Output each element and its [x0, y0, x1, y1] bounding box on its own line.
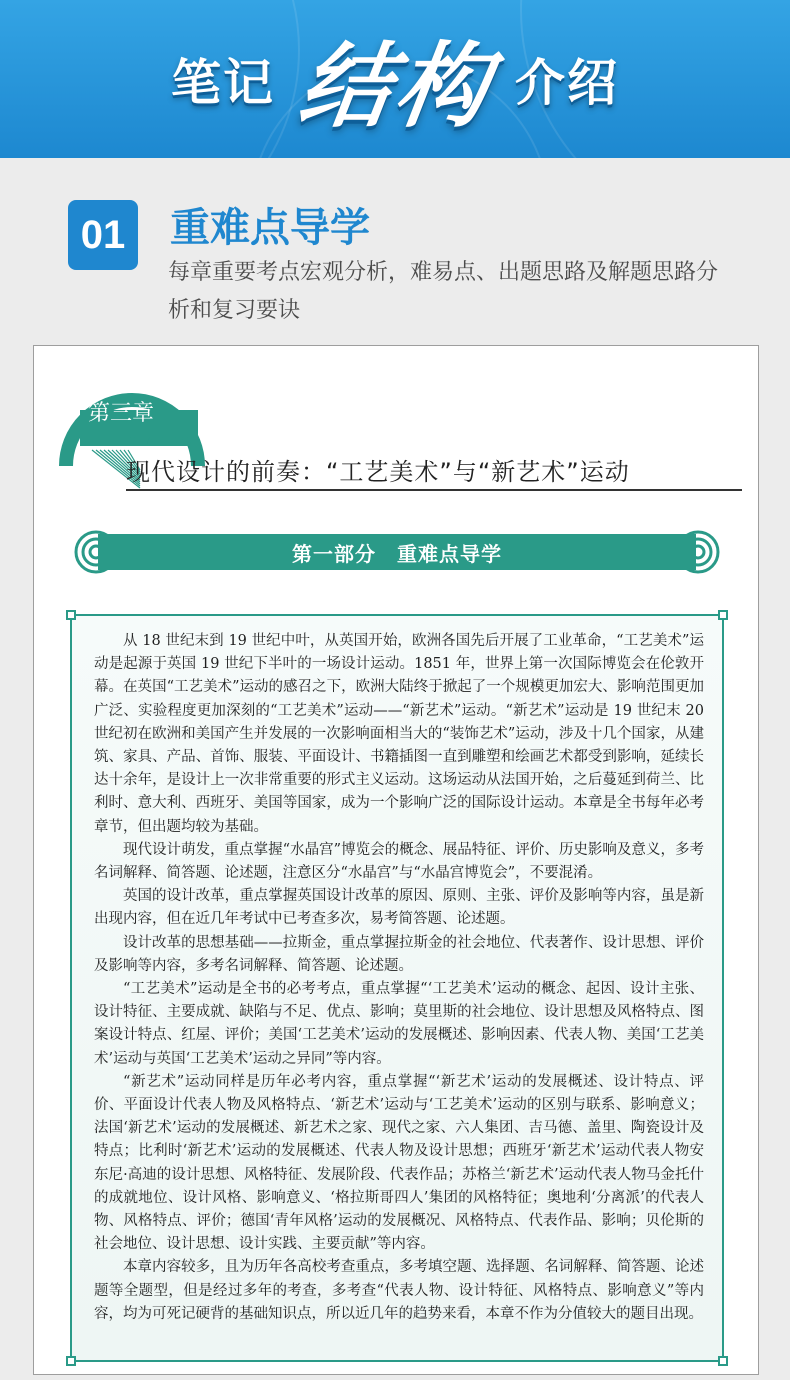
box-corner	[66, 1356, 76, 1366]
box-corner	[718, 610, 728, 620]
box-corner	[66, 610, 76, 620]
guide-body	[94, 630, 704, 1326]
section-description: 每章重要考点宏观分析，难易点、出题思路及解题思路分析和复习要诀	[168, 260, 719, 323]
paragraph: 设计改革的思想基础——拉斯金，重点掌握拉斯金的社会地位、代表著作、设计思想、评价及影响等内容，多考名词解释、简答题、论述题。	[94, 934, 704, 974]
banner-title-left: 笔记	[170, 54, 275, 112]
chapter-label: 第三章	[88, 401, 155, 426]
part-heading-bar	[74, 534, 720, 570]
section-title: 重难点导学	[170, 205, 370, 251]
paragraph: “工艺美术”运动是全书的必考考点，重点掌握“‘工艺美术’运动的概念、起因、设计主张、设计特征、主要成就、缺陷与不足、优点、影响；莫里斯的社会地位、设计思想及风格特点、图案设计特点、红屋、评价；美国‘工艺美术’运动的发展概述、影响因素、代表人物、美国‘工艺美术’运动与英国‘工艺美术’运动之异同”等内容。	[94, 981, 704, 1067]
paragraph: 本章内容较多，且为历年各高校考查重点，多考填空题、选择题、名词解释、简答题、论述题等全题型，但是经过多年的考查，多考查“代表人物、设计特征、风格特点、影响意义”等内容，均为可死记硬背的基础知识点，所以近几年的趋势来看，本章不作为分值较大的题目出现。	[94, 1259, 704, 1322]
section-number-badge: 01	[68, 200, 138, 270]
paragraph: 现代设计萌发，重点掌握“水晶宫”博览会的概念、展品特征、评价、历史影响及意义，多考名词解释、简答题、论述题，注意区分“水晶宫”与“水晶宫博览会”，不要混淆。	[94, 841, 704, 882]
paragraph: 英国的设计改革，重点掌握英国设计改革的原因、原则、主张、评价及影响等内容，虽是新出现内容，但在近几年考试中已考查多次，易考简答题、论述题。	[94, 888, 704, 928]
box-corner	[718, 1356, 728, 1366]
sample-page	[33, 345, 759, 1375]
chapter-label-english: CHAPTER3	[128, 433, 193, 447]
banner-title	[0, 0, 790, 158]
header-banner	[0, 0, 790, 158]
guide-text-box	[70, 614, 724, 1362]
banner-title-main: 结构	[292, 33, 500, 140]
chapter-title: 现代设计的前奏：“工艺美术”与“新艺术”运动	[126, 458, 630, 486]
paragraph: “新艺术”运动同样是历年必考内容，重点掌握“‘新艺术’运动的发展概述、设计特点、评价、平面设计代表人物及风格特点、‘新艺术’运动与‘工艺美术’运动的区别与联系、影响意义；法国‘新艺术’运动的发展概述、新艺术之家、现代之家、六人集团、吉马德、盖里、陶瓷设计及特点；比利时‘新艺术’运动的发展概述、代表人物及设计思想；西班牙‘新艺术’运动代表人物安东尼·高迪的设计思想、风格特征、发展阶段、代表作品；苏格兰‘新艺术’运动代表人物马金托什的成就地位、设计风格、影响意义、‘格拉斯哥四人’集团的风格特征；奥地利‘分离派’的代表人物、风格特点、评价；德国‘青年风格’运动的发展概况、风格特点、代表作品、影响；贝伦斯的社会地位、设计思想、设计实践、主要贡献”等内容。	[94, 1073, 704, 1253]
part-heading-title: 第一部分 重难点导学	[292, 541, 502, 566]
banner-title-right: 介绍	[515, 54, 619, 112]
paragraph: 从 18 世纪末到 19 世纪中叶，从英国开始，欧洲各国先后开展了工业革命，“工艺美术”运动是起源于英国 19 世纪下半叶的一场设计运动。1851 年，世界上第一次国际博览会在伦敦开幕。在英国“工艺美术”运动的感召之下，欧洲大陆终于掀起了一个规模更加宏大、影响范围更加广泛、实验程度更加深刻的“工艺美术”运动——“新艺术”运动。“新艺术”运动是 19 世纪末 20 世纪初在欧洲和美国产生并发展的一次影响面相当大的“装饰艺术”运动，涉及十几个国家，从建筑、家具、产品、首饰、服装、平面设计、书籍插图一直到雕塑和绘画艺术都受到影响，延续长达十余年，是设计上一次非常重要的形式主义运动。这场运动从法国开始，之后蔓延到荷兰、比利时、意大利、西班牙、美国等国家，成为一个影响广泛的国际设计运动。本章是全书每年必考章节，但出题均较为基础。	[94, 633, 704, 835]
chapter-title-rule	[126, 489, 742, 491]
